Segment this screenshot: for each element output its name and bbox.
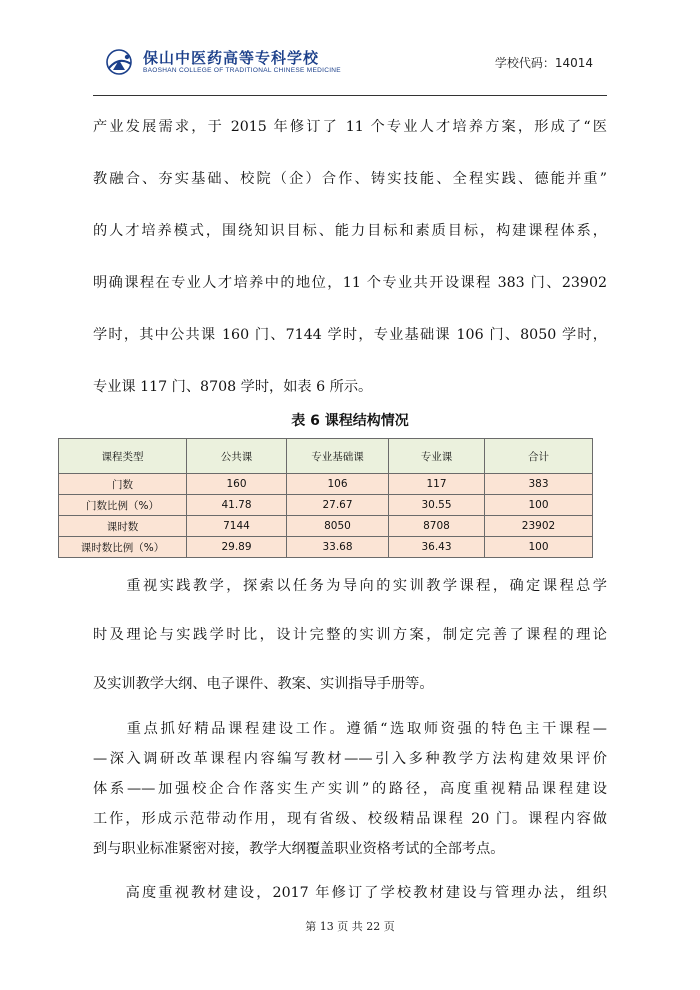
table-cell: 33.68 xyxy=(287,537,389,558)
text-line: 重点抓好精品课程建设工作。遵循“选取师资强的特色主干课程— xyxy=(93,721,607,737)
school-name-en: BAOSHAN COLLEGE OF TRADITIONAL CHINESE MEDICINE xyxy=(143,67,341,74)
text-line: 及实训教学大纲、电子课件、教案、实训指导手册等。 xyxy=(93,676,434,692)
table-header-cell: 公共课 xyxy=(187,439,287,474)
page-number: 第 13 页 共 22 页 xyxy=(305,920,395,933)
paragraph-4 xyxy=(93,878,607,908)
text-line: 专业课 117 门、8708 学时，如表 6 所示。 xyxy=(93,379,373,395)
table-cell: 100 xyxy=(485,495,593,516)
table-title: 表 6 课程结构情况 xyxy=(291,413,409,429)
paragraph-1 xyxy=(93,101,607,361)
table-row xyxy=(59,495,593,516)
text-line: 重视实践教学，探索以任务为导向的实训教学课程，确定课程总学 xyxy=(93,578,607,594)
table-cell: 30.55 xyxy=(389,495,485,516)
table-cell: 课时数 xyxy=(59,516,187,537)
table-cell: 23902 xyxy=(485,516,593,537)
course-structure-table xyxy=(58,438,593,558)
table-cell: 8708 xyxy=(389,516,485,537)
text-line: —深入调研改革课程内容编写教材——引入多种教学方法构建效果评价 xyxy=(93,751,607,767)
table-cell: 117 xyxy=(389,474,485,495)
text-line: 体系——加强校企合作落实生产实训”的路径，高度重视精品课程建设 xyxy=(93,781,607,797)
header-divider xyxy=(93,95,607,96)
table-header-cell: 专业基础课 xyxy=(287,439,389,474)
table-row xyxy=(59,516,593,537)
paragraph-2-last xyxy=(93,660,607,709)
text-line: 高度重视教材建设，2017 年修订了学校教材建设与管理办法，组织 xyxy=(93,885,607,901)
table-cell: 门数比例（%） xyxy=(59,495,187,516)
text-line: 教融合、夯实基础、校院（企）合作、铸实技能、全程实践、德能并重” xyxy=(93,171,607,187)
paragraph-3-last xyxy=(93,834,607,864)
table-cell: 27.67 xyxy=(287,495,389,516)
table-cell: 383 xyxy=(485,474,593,495)
table-cell: 36.43 xyxy=(389,537,485,558)
paragraph-1-last xyxy=(93,361,607,413)
table-cell: 160 xyxy=(187,474,287,495)
text-line: 学时，其中公共课 160 门、7144 学时，专业基础课 106 门、8050 学时， xyxy=(93,327,607,343)
table-header-cell: 课程类型 xyxy=(59,439,187,474)
table-cell: 8050 xyxy=(287,516,389,537)
table-cell: 7144 xyxy=(187,516,287,537)
school-name-cn: 保山中医药高等专科学校 xyxy=(143,49,320,67)
table-header-cell: 专业课 xyxy=(389,439,485,474)
table-header-cell: 合计 xyxy=(485,439,593,474)
table-cell: 29.89 xyxy=(187,537,287,558)
text-line: 产业发展需求，于 2015 年修订了 11 个专业人才培养方案，形成了“医 xyxy=(93,119,607,135)
table-cell: 课时数比例（%） xyxy=(59,537,187,558)
text-line: 时及理论与实践学时比，设计完整的实训方案，制定完善了课程的理论 xyxy=(93,627,607,643)
text-line: 明确课程在专业人才培养中的地位，11 个专业共开设课程 383 门、23902 xyxy=(93,275,607,291)
text-line: 工作，形成示范带动作用，现有省级、校级精品课程 20 门。课程内容做 xyxy=(93,811,607,827)
table-header-row xyxy=(59,439,593,474)
table-row xyxy=(59,474,593,495)
text-line: 到与职业标准紧密对接，教学大纲覆盖职业资格考试的全部考点。 xyxy=(93,841,505,857)
table-cell: 106 xyxy=(287,474,389,495)
paragraph-3 xyxy=(93,714,607,834)
page-header xyxy=(93,44,607,94)
table-cell: 门数 xyxy=(59,474,187,495)
paragraph-2 xyxy=(93,562,607,660)
school-logo-icon xyxy=(105,48,139,76)
text-line: 的人才培养模式，围绕知识目标、能力目标和素质目标，构建课程体系， xyxy=(93,223,607,239)
table-cell: 41.78 xyxy=(187,495,287,516)
table-row xyxy=(59,537,593,558)
school-code: 学校代码：14014 xyxy=(494,56,593,70)
table-cell: 100 xyxy=(485,537,593,558)
